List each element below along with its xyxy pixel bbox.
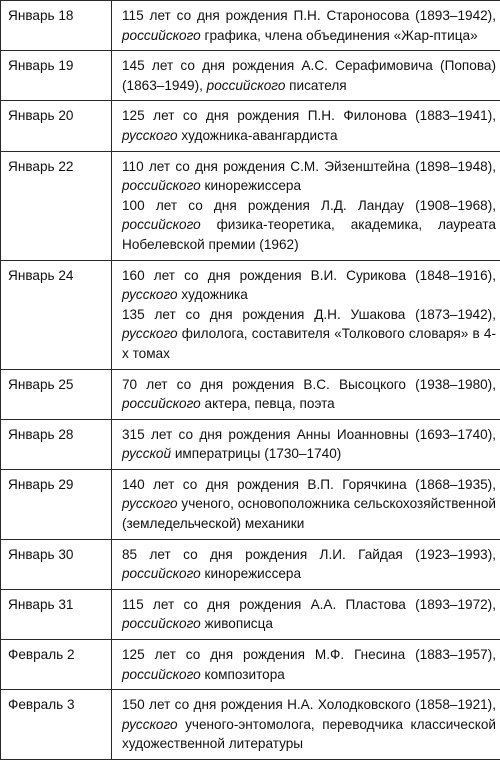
entry-text-tail: писателя: [285, 77, 347, 93]
table-row: [1, 690, 500, 760]
anniversary-entry: [122, 305, 496, 364]
entry-text-lead: 135 лет со дня рождения Д.Н. Ушакова (1873–1942),: [122, 306, 496, 322]
anniversary-entry: [122, 56, 496, 95]
anniversary-table-body: [1, 1, 500, 760]
entry-text-tail: императрицы (1730–1740): [171, 446, 342, 462]
entry-text-lead: 85 лет со дня рождения Л.И. Гайдая (1923–1993),: [122, 546, 496, 562]
anniversary-cell: [112, 369, 500, 419]
table-row: [1, 369, 500, 419]
entry-text-tail: художника-авангардиста: [177, 127, 338, 143]
table-row: [1, 589, 500, 639]
anniversary-entry: [122, 475, 496, 534]
entry-nationality: российского: [122, 217, 201, 233]
entry-text-lead: 125 лет со дня рождения М.Ф. Гнесина (1883–1957),: [122, 647, 496, 663]
anniversary-cell: [112, 419, 500, 469]
entry-nationality: российского: [122, 396, 201, 412]
anniversary-entry: [122, 196, 496, 255]
entry-text-tail: ученого, основоположника сельскохозяйственной (земледельческой) механики: [122, 496, 496, 532]
entry-text-tail: композитора: [200, 666, 285, 682]
date-cell: Январь 24: [1, 260, 112, 369]
date-cell: Январь 28: [1, 419, 112, 469]
entry-text-tail: кинорежиссера: [200, 566, 302, 582]
date-cell: Январь 30: [1, 539, 112, 589]
anniversary-cell: [112, 51, 500, 101]
anniversary-cell: [112, 151, 500, 260]
anniversary-cell: [112, 101, 500, 151]
date-cell: Январь 29: [1, 469, 112, 539]
anniversary-entry: [122, 6, 496, 45]
date-cell: Январь 20: [1, 101, 112, 151]
entry-text-tail: графика, члена объединения «Жар-птица»: [200, 27, 478, 43]
anniversary-entry: [122, 595, 496, 634]
table-row: [1, 539, 500, 589]
entry-nationality: русского: [122, 326, 178, 342]
entry-nationality: русской: [122, 446, 172, 462]
entry-nationality: русского: [122, 127, 178, 143]
anniversary-entry: [122, 645, 496, 684]
anniversary-cell: [112, 690, 500, 760]
entry-text-lead: 160 лет со дня рождения В.И. Сурикова (1848–1916),: [122, 267, 496, 283]
entry-text-tail: живописца: [200, 616, 273, 632]
anniversary-cell: [112, 539, 500, 589]
anniversary-entry: [122, 157, 496, 196]
anniversary-cell: [112, 640, 500, 690]
entry-text-lead: 125 лет со дня рождения П.Н. Филонова (1883–1941),: [122, 108, 496, 124]
entry-nationality: русского: [122, 496, 178, 512]
entry-text-lead: 100 лет со дня рождения Л.Д. Ландау (1908–1968),: [122, 197, 496, 213]
date-cell: Январь 18: [1, 1, 112, 51]
entry-text-lead: 150 лет со дня рождения Н.А. Холодковского (1858–1921),: [122, 697, 496, 713]
table-row: [1, 260, 500, 369]
table-row: [1, 101, 500, 151]
date-cell: Январь 31: [1, 589, 112, 639]
entry-text-lead: 115 лет со дня рождения А.А. Пластова (1893–1972),: [122, 596, 496, 612]
date-cell: Январь 22: [1, 151, 112, 260]
entry-nationality: российского: [206, 77, 286, 93]
entry-nationality: российского: [122, 666, 201, 682]
entry-text-tail: ученого-энтомолога, переводчика классической художественной литературы: [122, 716, 496, 752]
table-row: [1, 640, 500, 690]
entry-text-tail: филолога, составителя «Толкового словаря» в 4-х томах: [122, 326, 496, 361]
entry-text-lead: 140 лет со дня рождения В.П. Горячкина (1868–1935),: [122, 476, 496, 492]
entry-text-tail: художника: [177, 287, 248, 303]
entry-nationality: российского: [122, 27, 201, 43]
anniversary-cell: [112, 469, 500, 539]
table-row: [1, 151, 500, 260]
entry-nationality: русского: [122, 287, 178, 303]
entry-text-lead: 145 лет со дня рождения А.С. Серафимовича (Попова) (1863–1949),: [122, 58, 496, 93]
anniversary-cell: [112, 589, 500, 639]
anniversary-cell: [112, 260, 500, 369]
entry-text-lead: 315 лет со дня рождения Анны Иоанновны (1693–1740),: [122, 426, 496, 442]
anniversary-entry: [122, 695, 496, 754]
entry-text-lead: 70 лет со дня рождения В.С. Высоцкого (1938–1980),: [122, 376, 496, 392]
anniversary-entry: [122, 266, 496, 305]
entry-text-tail: актера, певца, поэта: [200, 396, 335, 412]
anniversary-entry: [122, 425, 496, 464]
date-cell: Январь 19: [1, 51, 112, 101]
entry-nationality: российского: [122, 178, 201, 194]
table-row: [1, 51, 500, 101]
table-row: [1, 419, 500, 469]
date-cell: Февраль 2: [1, 640, 112, 690]
date-cell: Январь 25: [1, 369, 112, 419]
entry-nationality: российского: [122, 616, 201, 632]
anniversary-entry: [122, 545, 496, 584]
anniversary-cell: [112, 1, 500, 51]
entry-text-lead: 115 лет со дня рождения П.Н. Староносова (1893–1942),: [122, 8, 496, 23]
table-row: [1, 469, 500, 539]
entry-nationality: русского: [122, 716, 178, 732]
anniversary-entry: [122, 375, 496, 414]
entry-text-lead: 110 лет со дня рождения С.М. Эйзенштейна (1898–1948),: [122, 158, 496, 174]
entry-nationality: российского: [122, 566, 201, 582]
entry-text-tail: физика-теоретика, академика, лауреата Нобелевской премии (1962): [122, 217, 496, 252]
anniversary-entry: [122, 106, 496, 145]
table-row: [1, 1, 500, 51]
date-cell: Февраль 3: [1, 690, 112, 760]
entry-text-tail: кинорежиссера: [200, 178, 302, 194]
